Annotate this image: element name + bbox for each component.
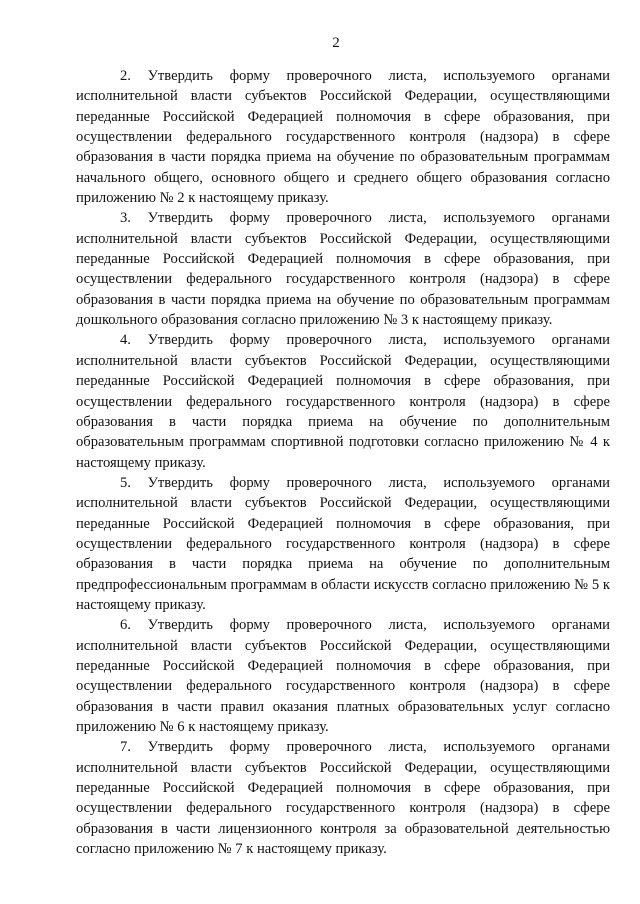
document-body (76, 66, 610, 859)
paragraph-item-3: 3. Утвердить форму проверочного листа, используемого органами исполнительной власти субъектов Российской Федерации, осуществляющими переданные Российской Федерацией полномочия в сфере образования, при осуществлении федерального государственного контроля (надзора) в сфере образования в части порядка приема на обучение по образовательным программам дошкольного образования согласно приложению № 3 к настоящему приказу. (76, 210, 610, 329)
paragraph-item-5: 5. Утвердить форму проверочного листа, используемого органами исполнительной власти субъектов Российской Федерации, осуществляющими переданные Российской Федерацией полномочия в сфере образования, при осуществлении федерального государственного контроля (надзора) в сфере образования в части порядка приема на обучение по дополнительным предпрофессиональным программам в области искусств согласно приложению № 5 к настоящему приказу. (76, 474, 610, 613)
paragraph-item-7: 7. Утвердить форму проверочного листа, используемого органами исполнительной власти субъектов Российской Федерации, осуществляющими переданные Российской Федерацией полномочия в сфере образования, при осуществлении федерального государственного контроля (надзора) в сфере образования в части лицензионного контроля за образовательной деятельностью согласно приложению № 7 к настоящему приказу. (76, 739, 610, 858)
page-number: 2 (332, 35, 340, 51)
paragraph-item-4: 4. Утвердить форму проверочного листа, используемого органами исполнительной власти субъектов Российской Федерации, осуществляющими переданные Российской Федерацией полномочия в сфере образования, при осуществлении федерального государственного контроля (надзора) в сфере образования в части порядка приема на обучение по дополнительным образовательным программам спортивной подготовки согласно приложению № 4 к настоящему приказу. (76, 332, 610, 471)
paragraph-item-2: 2. Утвердить форму проверочного листа, используемого органами исполнительной власти субъектов Российской Федерации, осуществляющими переданные Российской Федерацией полномочия в сфере образования, при осуществлении федерального государственного контроля (надзора) в сфере образования в части порядка приема на обучение по образовательным программам начального общего, основного общего и среднего общего образования согласно приложению № 2 к настоящему приказу. (76, 68, 610, 207)
paragraph-item-6: 6. Утвердить форму проверочного листа, используемого органами исполнительной власти субъектов Российской Федерации, осуществляющими переданные Российской Федерацией полномочия в сфере образования, при осуществлении федерального государственного контроля (надзора) в сфере образования в части правил оказания платных образовательных услуг согласно приложению № 6 к настоящему приказу. (76, 617, 610, 735)
